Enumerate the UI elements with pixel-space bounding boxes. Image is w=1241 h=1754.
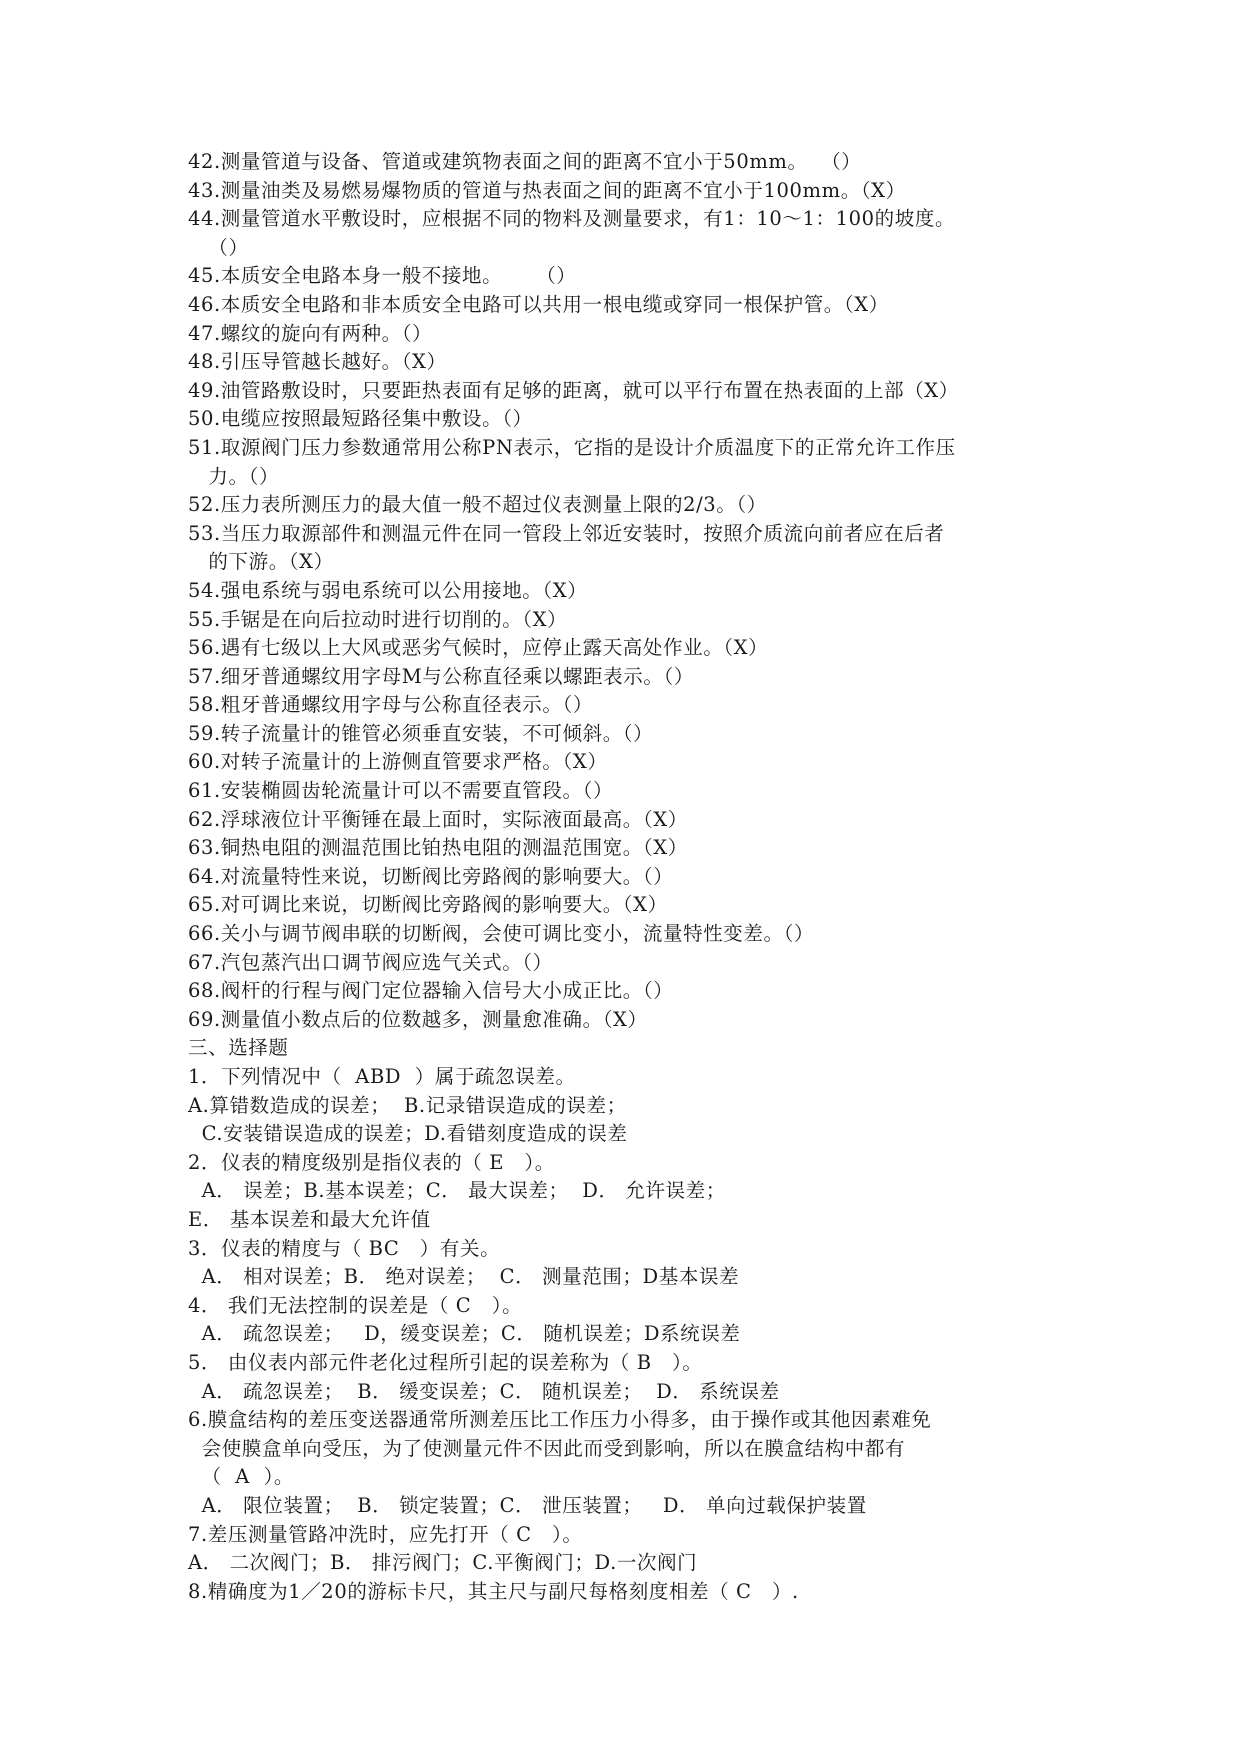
- text-line: A． 二次阀门；B． 排污阀门；C.平衡阀门；D.一次阀门: [188, 1551, 698, 1575]
- text-line: 64.对流量特性来说，切断阀比旁路阀的影响要大。（）: [188, 864, 674, 888]
- text-line: 48.引压导管越长越好。（X）: [188, 350, 447, 374]
- text-line: A． 限位装置； B． 锁定装置；C． 泄压装置； D． 单向过载保护装置: [188, 1493, 867, 1517]
- text-line: 52.压力表所测压力的最大值一般不超过仪表测量上限的2/3。（）: [188, 493, 767, 517]
- text-line: 60.对转子流量计的上游侧直管要求严格。（X）: [188, 750, 608, 774]
- text-line: 67.汽包蒸汽出口调节阀应选气关式。（）: [188, 950, 553, 974]
- text-line: 43.测量油类及易燃易爆物质的管道与热表面之间的距离不宜小于100mm。（X）: [188, 178, 906, 202]
- text-line: 力。（）: [188, 464, 280, 488]
- text-line: A． 误差；B.基本误差；C． 最大误差； D． 允许误差；: [188, 1179, 726, 1203]
- text-line: 45.本质安全电路本身一般不接地。 （）: [188, 264, 577, 288]
- text-line: A.算错数造成的误差； B.记录错误造成的误差；: [188, 1093, 627, 1117]
- text-line: 49.油管路敷设时，只要距热表面有足够的距离，就可以平行布置在热表面的上部（X）: [188, 378, 959, 402]
- text-line: 57.细牙普通螺纹用字母M与公称直径乘以螺距表示。（）: [188, 664, 694, 688]
- text-line: 会使膜盒单向受压，为了使测量元件不因此而受到影响，所以在膜盒结构中都有: [188, 1436, 906, 1460]
- text-line: 51.取源阀门压力参数通常用公称PN表示，它指的是设计介质温度下的正常允许工作压: [188, 435, 956, 459]
- text-line: 65.对可调比来说，切断阀比旁路阀的影响要大。（X）: [188, 893, 668, 917]
- text-line: A． 相对误差；B． 绝对误差； C． 测量范围；D基本误差: [188, 1265, 740, 1289]
- text-line: 56.遇有七级以上大风或恶劣气候时，应停止露天高处作业。（X）: [188, 636, 769, 660]
- text-line: 54.强电系统与弱电系统可以公用接地。（X）: [188, 578, 588, 602]
- text-line: 44.测量管道水平敷设时，应根据不同的物料及测量要求，有1：10～1：100的坡度。: [188, 207, 956, 231]
- text-line: 61.安装椭圆齿轮流量计可以不需要直管段。（）: [188, 779, 614, 803]
- text-line: 69.测量值小数点后的位数越多，测量愈准确。（X）: [188, 1007, 648, 1031]
- text-line: 7.差压测量管路冲洗时，应先打开（ C ）。: [188, 1522, 583, 1546]
- text-line: 58.粗牙普通螺纹用字母与公称直径表示。（）: [188, 693, 593, 717]
- text-line: 68.阀杆的行程与阀门定位器输入信号大小成正比。（）: [188, 979, 674, 1003]
- text-line: 2．仪表的精度级别是指仪表的（ E ）。: [188, 1150, 555, 1174]
- section-heading: 三、选择题: [188, 1036, 289, 1060]
- text-line: 66.关小与调节阀串联的切断阀，会使可调比变小，流量特性变差。（）: [188, 922, 815, 946]
- text-line: 42.测量管道与设备、管道或建筑物表面之间的距离不宜小于50mm。 （）: [188, 150, 862, 173]
- text-line: 59.转子流量计的锥管必须垂直安装，不可倾斜。（）: [188, 721, 654, 745]
- text-line: 63.铜热电阻的测温范围比铂热电阻的测温范围宽。（X）: [188, 836, 688, 860]
- text-line: 47.螺纹的旋向有两种。（）: [188, 321, 433, 345]
- text-line: 5． 由仪表内部元件老化过程所引起的误差称为（ B ）。: [188, 1350, 703, 1374]
- text-line: A． 疏忽误差； D，缓变误差；C． 随机误差；D系统误差: [188, 1322, 741, 1346]
- text-line: C.安装错误造成的误差；D.看错刻度造成的误差: [188, 1122, 628, 1146]
- text-line: 55.手锯是在向后拉动时进行切削的。（X）: [188, 607, 568, 631]
- text-line: 3．仪表的精度与（ BC ）有关。: [188, 1236, 501, 1260]
- text-line: E． 基本误差和最大允许值: [188, 1207, 431, 1231]
- text-line: 4． 我们无法控制的误差是（ C ）。: [188, 1293, 523, 1317]
- text-line: 的下游。（X）: [188, 550, 334, 574]
- text-line: 1．下列情况中（ ABD ）属于疏忽误差。: [188, 1065, 576, 1088]
- text-line: 46.本质安全电路和非本质安全电路可以共用一根电缆或穿同一根保护管。（X）: [188, 292, 889, 316]
- text-line: 50.电缆应按照最短路径集中敷设。（）: [188, 407, 533, 431]
- text-line: 8.精确度为1／20的游标卡尺，其主尺与副尺每格刻度相差（ C ）.: [188, 1579, 799, 1603]
- text-line: 6.膜盒结构的差压变送器通常所测差压比工作压力小得多，由于操作或其他因素难免: [188, 1408, 932, 1432]
- text-line: （ A ）。: [188, 1465, 295, 1489]
- text-line: A． 疏忽误差； B． 缓变误差；C． 随机误差； D． 系统误差: [188, 1379, 780, 1403]
- text-line: （）: [188, 235, 249, 259]
- document-body: [188, 148, 1068, 1606]
- text-line: 53.当压力取源部件和测温元件在同一管段上邻近安装时，按照介质流向前者应在后者: [188, 521, 945, 545]
- text-line: 62.浮球液位计平衡锤在最上面时，实际液面最高。（X）: [188, 807, 688, 831]
